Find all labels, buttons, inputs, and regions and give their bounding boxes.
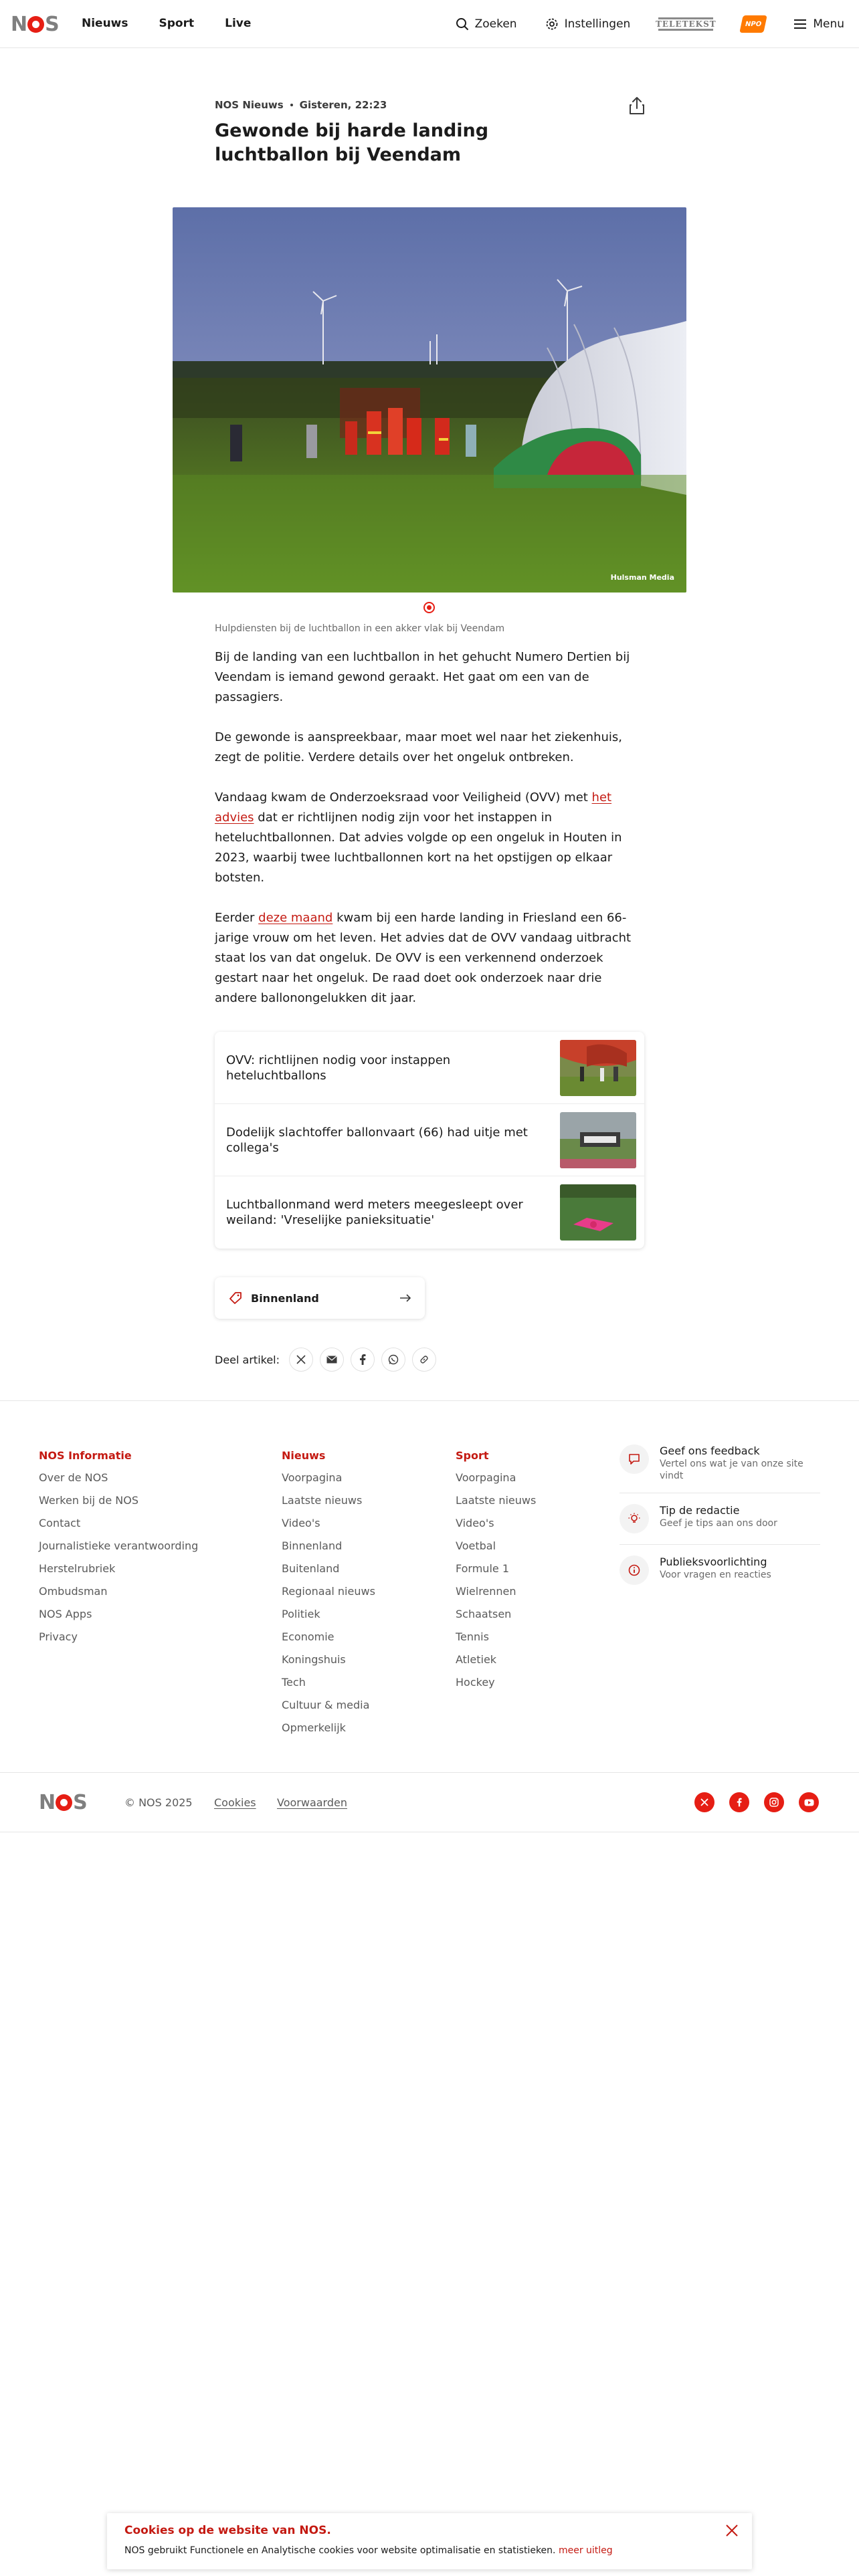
feedback-panel (619, 1444, 820, 1606)
image-credit: Hulsman Media (610, 573, 674, 582)
copyright: © NOS 2025 (124, 1796, 193, 1809)
footer-link[interactable]: Tech (282, 1676, 306, 1689)
instagram-icon (769, 1798, 779, 1807)
footer-link[interactable]: Over de NOS (39, 1471, 108, 1484)
balloon-scene-illustration (173, 207, 686, 593)
advies-link[interactable]: het advies (215, 790, 612, 825)
related-article[interactable] (215, 1032, 644, 1104)
footer-link[interactable]: Voorpagina (282, 1471, 343, 1484)
facebook-icon (359, 1354, 366, 1365)
footer-link[interactable]: Opmerkelijk (282, 1721, 346, 1734)
site-header (0, 0, 859, 48)
related-title: OVV: richtlijnen nodig voor instappen heteluchtballons (226, 1053, 451, 1083)
x-icon (296, 1355, 306, 1364)
facebook-icon (737, 1798, 742, 1807)
hamburger-icon (793, 19, 807, 29)
footer-link[interactable]: NOS Apps (39, 1608, 92, 1620)
teletekst-link[interactable]: TELETEKST (658, 17, 713, 31)
nav-item-nieuws[interactable]: Nieuws (82, 17, 128, 30)
footer-link[interactable]: Voetbal (456, 1539, 496, 1552)
paragraph: Eerder deze maand kwam bij een harde landing in Friesland een 66-jarige vrouw om het leven. Het advies dat de OVV vandaag uitbracht staat los van dat ongeluk. De OVV is een verkennend onderzoek gestart naar het ongeluk. De raad doet ook onderzoek naar drie andere ballonongelukken dit jaar. (215, 911, 632, 1005)
article-meta (215, 99, 387, 111)
related-article[interactable] (215, 1176, 644, 1249)
footer-link[interactable]: Video's (456, 1517, 494, 1529)
topic-binnenland-button[interactable] (215, 1277, 425, 1319)
cookie-more-link[interactable]: meer uitleg (558, 2545, 613, 2556)
footer-link[interactable]: Binnenland (282, 1539, 343, 1552)
paragraph: Bij de landing van een luchtballon in het gehucht Numero Dertien bij Veendam is iemand gewond geraakt. Het gaat om een van de passagiers. (215, 650, 630, 704)
footer-link[interactable]: Ombudsman (39, 1585, 108, 1598)
search-button[interactable] (456, 17, 517, 31)
related-title: Luchtballonmand werd meters meegesleept over weiland: 'Vreselijke panieksituatie' (226, 1198, 523, 1227)
menu-label: Menu (813, 17, 844, 31)
nav-item-live[interactable]: Live (225, 17, 252, 30)
article-source: NOS Nieuws (215, 99, 284, 111)
lightbulb-icon (628, 1513, 640, 1525)
share-facebook-button[interactable] (351, 1348, 375, 1372)
deze-maand-link[interactable]: deze maand (258, 911, 333, 925)
footer-link[interactable]: Economie (282, 1630, 335, 1643)
social-facebook-button[interactable] (729, 1792, 749, 1812)
related-article[interactable] (215, 1104, 644, 1176)
chat-icon (628, 1453, 640, 1465)
x-icon (700, 1798, 708, 1806)
cookie-text: NOS gebruikt Functionele en Analytische cookies voor website optimalisatie en statistieken. meer uitleg (124, 2545, 613, 2556)
share-email-button[interactable] (320, 1348, 344, 1372)
image-caption: Hulpdiensten bij de luchtballon in een akker vlak bij Veendam (215, 623, 505, 634)
footer-link[interactable]: Buitenland (282, 1562, 340, 1575)
footer-nos-logo[interactable]: N S (39, 1791, 87, 1814)
logo-circle-icon (56, 1794, 72, 1811)
paragraph: De gewonde is aanspreekbaar, maar moet wel naar het ziekenhuis, zegt de politie. Verdere details over het ongeluk ontbreken. (215, 730, 622, 764)
header-actions (427, 15, 844, 33)
carousel-dot[interactable] (423, 602, 435, 613)
search-label: Zoeken (474, 17, 517, 31)
cookies-link[interactable]: Cookies (214, 1796, 256, 1809)
footer-link[interactable]: Journalistieke verantwoording (39, 1539, 199, 1552)
share-icon[interactable] (628, 96, 646, 116)
footer-column-sport (456, 1450, 536, 1699)
feedback-subtitle: Vertel ons wat je van onze site vindt (660, 1459, 803, 1481)
footer-link[interactable]: Tennis (456, 1630, 489, 1643)
article-body (215, 647, 644, 1029)
share-link-button[interactable] (412, 1348, 436, 1372)
footer-link[interactable]: Formule 1 (456, 1562, 509, 1575)
main-nav (82, 16, 282, 31)
footer-link[interactable]: Politiek (282, 1608, 320, 1620)
cookie-banner (107, 2513, 752, 2569)
footer-link[interactable]: Wielrennen (456, 1585, 516, 1598)
footer-heading: Nieuws (282, 1449, 326, 1462)
footer-link[interactable]: Regionaal nieuws (282, 1585, 375, 1598)
meta-separator (290, 104, 293, 106)
logo-circle-icon (27, 16, 44, 33)
whatsapp-icon (388, 1354, 399, 1365)
gear-icon (545, 17, 559, 31)
tip-title: Tip de redactie (660, 1504, 740, 1517)
social-instagram-button[interactable] (764, 1792, 784, 1812)
footer-link[interactable]: Werken bij de NOS (39, 1494, 139, 1507)
footer-link[interactable]: Laatste nieuws (456, 1494, 537, 1507)
related-thumbnail (560, 1040, 636, 1096)
info-subtitle: Voor vragen en reacties (660, 1570, 771, 1580)
related-articles (215, 1032, 644, 1249)
social-youtube-button[interactable] (799, 1792, 819, 1812)
tip-item[interactable] (619, 1504, 820, 1545)
related-thumbnail (560, 1112, 636, 1168)
footer-link[interactable]: Voorpagina (456, 1471, 516, 1484)
info-icon (628, 1564, 640, 1576)
social-x-button[interactable] (694, 1792, 714, 1812)
settings-button[interactable] (545, 17, 631, 31)
footer-link[interactable]: Koningshuis (282, 1653, 346, 1666)
info-title: Publieksvoorlichting (660, 1555, 767, 1568)
hero-image[interactable] (173, 207, 686, 593)
link-icon (419, 1354, 430, 1365)
footer-link[interactable]: Privacy (39, 1630, 78, 1643)
footer-heading: NOS Informatie (39, 1449, 132, 1462)
settings-label: Instellingen (564, 17, 631, 31)
menu-button[interactable] (793, 17, 844, 31)
footer-heading: Sport (456, 1449, 489, 1462)
article-title: Gewonde bij harde landing luchtballon bij Veendam (215, 120, 489, 165)
footer-link[interactable]: Schaatsen (456, 1608, 512, 1620)
share-label: Deel artikel: (215, 1353, 280, 1366)
arrow-right-icon (399, 1293, 411, 1303)
footer-link[interactable]: Contact (39, 1517, 81, 1529)
share-bar (215, 1348, 443, 1372)
footer-link[interactable]: Atletiek (456, 1653, 497, 1666)
footer-link[interactable]: Cultuur & media (282, 1699, 370, 1711)
close-icon[interactable] (724, 2523, 740, 2539)
mail-icon (326, 1356, 337, 1364)
topic-label: Binnenland (251, 1291, 319, 1305)
footer-link[interactable]: Hockey (456, 1676, 495, 1689)
tag-icon (229, 1292, 242, 1304)
footer-column-nieuws (282, 1450, 375, 1744)
info-item[interactable] (619, 1555, 820, 1596)
nav-item-sport[interactable]: Sport (159, 17, 195, 30)
footer-link[interactable]: Video's (282, 1517, 320, 1529)
related-thumbnail (560, 1184, 636, 1241)
share-x-button[interactable] (289, 1348, 313, 1372)
feedback-title: Geef ons feedback (660, 1444, 760, 1457)
terms-link[interactable]: Voorwaarden (277, 1796, 347, 1809)
related-title: Dodelijk slachtoffer ballonvaart (66) had uitje met collega's (226, 1125, 528, 1155)
share-whatsapp-button[interactable] (381, 1348, 405, 1372)
footer-link[interactable]: Herstelrubriek (39, 1562, 116, 1575)
youtube-icon (804, 1799, 814, 1806)
article-time: Gisteren, 22:23 (299, 99, 387, 111)
footer-link[interactable]: Laatste nieuws (282, 1494, 363, 1507)
npo-logo[interactable]: NPO (740, 15, 768, 33)
search-icon (456, 17, 469, 31)
nos-logo[interactable]: N S (11, 12, 59, 36)
paragraph: Vandaag kwam de Onderzoeksraad voor Veiligheid (OVV) met het advies dat er richtlijnen nodig zijn voor het instappen in heteluchtballonnen. Dat advies volgde op een ongeluk in Houten in 2023, waarbij twee luchtballonnen kort na het opstijgen op elkaar botsten. (215, 790, 622, 885)
tip-subtitle: Geef je tips aan ons door (660, 1518, 777, 1529)
cookie-title: Cookies op de website van NOS. (124, 2524, 331, 2537)
feedback-item[interactable] (619, 1444, 820, 1493)
footer-column-nos-informatie (39, 1450, 198, 1653)
